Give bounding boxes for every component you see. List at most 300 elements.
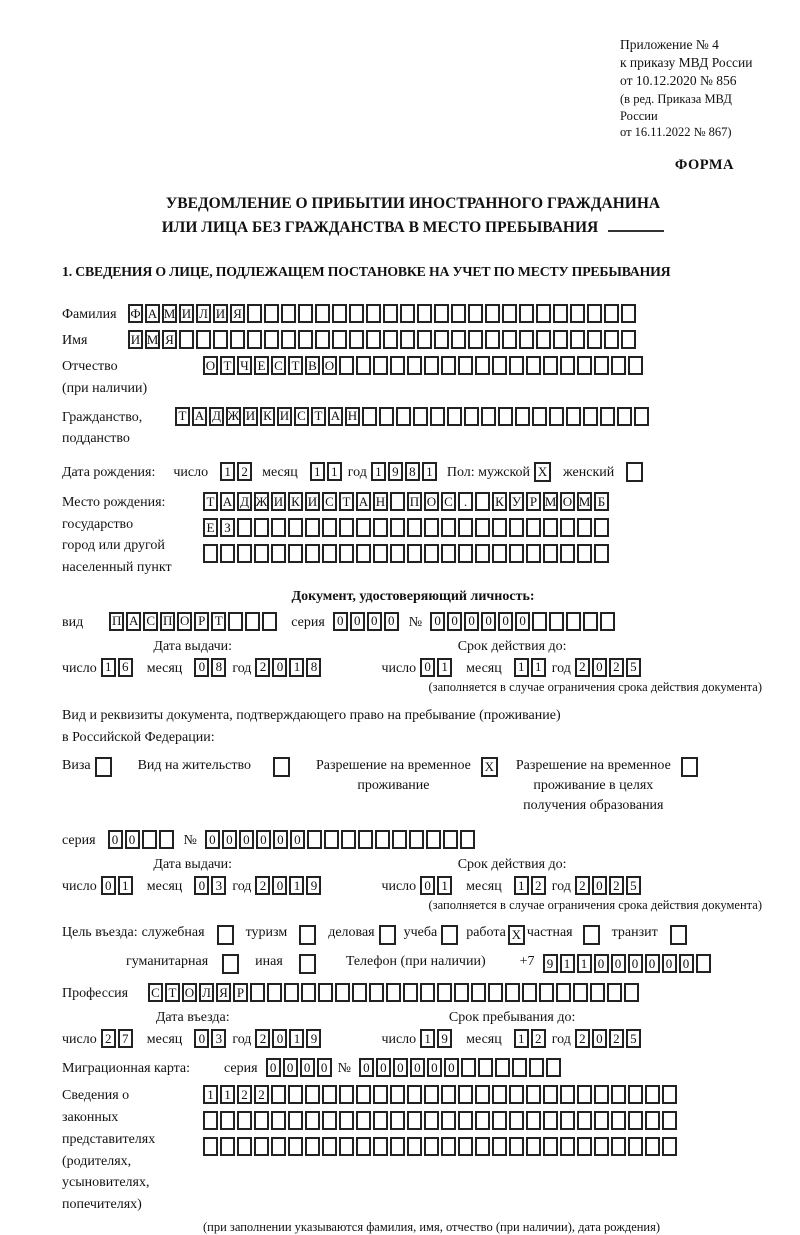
char-cell[interactable] [271, 1111, 286, 1130]
char-cell[interactable] [237, 1111, 252, 1130]
char-cell[interactable]: 3 [211, 1029, 226, 1048]
char-cell[interactable]: 5 [626, 876, 641, 895]
char-cell[interactable] [458, 544, 473, 563]
char-cell[interactable]: 1 [101, 658, 116, 677]
char-cell[interactable] [604, 304, 619, 323]
char-cell[interactable] [696, 954, 711, 973]
char-cell[interactable] [600, 407, 615, 426]
char-cell[interactable] [519, 304, 534, 323]
char-cell[interactable] [594, 1111, 609, 1130]
char-cell[interactable]: Д [237, 492, 252, 511]
char-cell[interactable] [339, 544, 354, 563]
char-cell[interactable] [549, 407, 564, 426]
char-cell[interactable]: 1 [289, 876, 304, 895]
char-cell[interactable] [407, 1137, 422, 1156]
char-cell[interactable] [409, 830, 424, 849]
char-cell[interactable]: И [243, 407, 258, 426]
char-cell[interactable] [526, 356, 541, 375]
char-cell[interactable] [485, 304, 500, 323]
char-cell[interactable] [556, 983, 571, 1002]
char-cell[interactable]: 2 [101, 1029, 116, 1048]
char-cell[interactable] [284, 983, 299, 1002]
char-cell[interactable] [254, 518, 269, 537]
char-cell[interactable] [424, 544, 439, 563]
char-cell[interactable] [481, 407, 496, 426]
char-cell[interactable] [502, 330, 517, 349]
char-cell[interactable] [594, 518, 609, 537]
char-cell[interactable]: 2 [237, 462, 252, 481]
char-cell[interactable]: 8 [211, 658, 226, 677]
char-cell[interactable] [335, 983, 350, 1002]
char-cell[interactable]: 9 [388, 462, 403, 481]
char-cell[interactable] [375, 830, 390, 849]
char-cell[interactable] [379, 925, 396, 945]
char-cell[interactable]: С [294, 407, 309, 426]
char-cell[interactable] [583, 925, 600, 945]
char-cell[interactable]: 0 [125, 830, 140, 849]
char-cell[interactable]: О [182, 983, 197, 1002]
char-cell[interactable] [475, 356, 490, 375]
char-cell[interactable] [594, 1137, 609, 1156]
char-cell[interactable]: 1 [514, 658, 529, 677]
char-cell[interactable] [288, 1085, 303, 1104]
char-cell[interactable] [475, 544, 490, 563]
char-cell[interactable] [512, 1058, 527, 1077]
char-cell[interactable] [543, 518, 558, 537]
char-cell[interactable]: X [508, 925, 525, 945]
char-cell[interactable]: 2 [531, 1029, 546, 1048]
char-cell[interactable]: А [356, 492, 371, 511]
char-cell[interactable] [305, 544, 320, 563]
char-cell[interactable] [577, 518, 592, 537]
char-cell[interactable] [458, 356, 473, 375]
char-cell[interactable] [526, 544, 541, 563]
char-cell[interactable]: 0 [205, 830, 220, 849]
char-cell[interactable] [430, 407, 445, 426]
char-cell[interactable] [519, 330, 534, 349]
char-cell[interactable] [203, 1111, 218, 1130]
char-cell[interactable]: Н [345, 407, 360, 426]
char-cell[interactable]: О [424, 492, 439, 511]
char-cell[interactable]: У [509, 492, 524, 511]
char-cell[interactable]: 0 [359, 1058, 374, 1077]
char-cell[interactable] [594, 1085, 609, 1104]
char-cell[interactable] [471, 983, 486, 1002]
char-cell[interactable] [271, 1137, 286, 1156]
char-cell[interactable] [443, 830, 458, 849]
char-cell[interactable] [305, 518, 320, 537]
char-cell[interactable] [390, 1085, 405, 1104]
char-cell[interactable] [509, 356, 524, 375]
char-cell[interactable] [577, 544, 592, 563]
char-cell[interactable]: 8 [306, 658, 321, 677]
char-cell[interactable] [662, 1137, 677, 1156]
char-cell[interactable] [570, 330, 585, 349]
char-cell[interactable] [220, 1111, 235, 1130]
char-cell[interactable]: 0 [283, 1058, 298, 1077]
char-cell[interactable]: 0 [239, 830, 254, 849]
char-cell[interactable] [426, 830, 441, 849]
char-cell[interactable] [281, 304, 296, 323]
char-cell[interactable]: 2 [237, 1085, 252, 1104]
char-cell[interactable]: 0 [376, 1058, 391, 1077]
char-cell[interactable] [322, 1111, 337, 1130]
char-cell[interactable]: 0 [393, 1058, 408, 1077]
char-cell[interactable] [526, 1085, 541, 1104]
char-cell[interactable]: С [148, 983, 163, 1002]
char-cell[interactable]: А [145, 304, 160, 323]
char-cell[interactable] [356, 356, 371, 375]
char-cell[interactable]: Н [373, 492, 388, 511]
char-cell[interactable] [441, 544, 456, 563]
char-cell[interactable] [386, 983, 401, 1002]
char-cell[interactable] [509, 544, 524, 563]
char-cell[interactable] [315, 330, 330, 349]
char-cell[interactable] [441, 1137, 456, 1156]
char-cell[interactable]: 1 [203, 1085, 218, 1104]
char-cell[interactable]: 0 [333, 612, 348, 631]
char-cell[interactable]: 0 [420, 876, 435, 895]
char-cell[interactable] [662, 1111, 677, 1130]
char-cell[interactable] [424, 356, 439, 375]
char-cell[interactable]: 0 [420, 658, 435, 677]
char-cell[interactable] [441, 925, 458, 945]
char-cell[interactable] [339, 518, 354, 537]
char-cell[interactable] [424, 1137, 439, 1156]
char-cell[interactable]: Т [211, 612, 226, 631]
char-cell[interactable] [301, 983, 316, 1002]
char-cell[interactable] [621, 330, 636, 349]
char-cell[interactable]: 1 [437, 658, 452, 677]
char-cell[interactable]: 2 [255, 658, 270, 677]
char-cell[interactable] [281, 330, 296, 349]
char-cell[interactable] [356, 1111, 371, 1130]
char-cell[interactable] [607, 983, 622, 1002]
char-cell[interactable]: 1 [422, 462, 437, 481]
char-cell[interactable] [196, 330, 211, 349]
char-cell[interactable]: 0 [194, 876, 209, 895]
char-cell[interactable]: 1 [220, 1085, 235, 1104]
char-cell[interactable]: 0 [108, 830, 123, 849]
char-cell[interactable]: 0 [481, 612, 496, 631]
char-cell[interactable]: К [288, 492, 303, 511]
char-cell[interactable]: 1 [514, 1029, 529, 1048]
char-cell[interactable] [628, 1111, 643, 1130]
char-cell[interactable] [159, 830, 174, 849]
char-cell[interactable] [645, 1111, 660, 1130]
char-cell[interactable]: 0 [447, 612, 462, 631]
char-cell[interactable] [356, 1137, 371, 1156]
char-cell[interactable]: Т [288, 356, 303, 375]
char-cell[interactable]: 0 [594, 954, 609, 973]
char-cell[interactable] [645, 1085, 660, 1104]
char-cell[interactable] [339, 1085, 354, 1104]
char-cell[interactable] [299, 954, 316, 974]
char-cell[interactable] [341, 830, 356, 849]
char-cell[interactable] [628, 1137, 643, 1156]
char-cell[interactable] [543, 1111, 558, 1130]
char-cell[interactable]: 0 [592, 876, 607, 895]
char-cell[interactable] [396, 407, 411, 426]
char-cell[interactable] [237, 544, 252, 563]
char-cell[interactable] [390, 1111, 405, 1130]
char-cell[interactable]: 2 [609, 1029, 624, 1048]
char-cell[interactable] [369, 983, 384, 1002]
char-cell[interactable] [478, 1058, 493, 1077]
char-cell[interactable]: Т [220, 356, 235, 375]
char-cell[interactable] [681, 757, 698, 777]
char-cell[interactable] [543, 544, 558, 563]
char-cell[interactable] [254, 544, 269, 563]
char-cell[interactable] [349, 304, 364, 323]
char-cell[interactable] [492, 1085, 507, 1104]
char-cell[interactable]: 0 [679, 954, 694, 973]
char-cell[interactable] [264, 330, 279, 349]
char-cell[interactable] [247, 304, 262, 323]
char-cell[interactable] [611, 356, 626, 375]
char-cell[interactable] [543, 1085, 558, 1104]
char-cell[interactable] [502, 304, 517, 323]
char-cell[interactable] [577, 1137, 592, 1156]
char-cell[interactable] [492, 356, 507, 375]
char-cell[interactable] [566, 407, 581, 426]
char-cell[interactable]: 9 [437, 1029, 452, 1048]
char-cell[interactable] [621, 304, 636, 323]
char-cell[interactable] [560, 1111, 575, 1130]
char-cell[interactable] [458, 1137, 473, 1156]
char-cell[interactable] [560, 518, 575, 537]
char-cell[interactable] [254, 1111, 269, 1130]
char-cell[interactable] [587, 330, 602, 349]
char-cell[interactable]: П [407, 492, 422, 511]
char-cell[interactable]: 1 [577, 954, 592, 973]
char-cell[interactable] [441, 356, 456, 375]
char-cell[interactable] [366, 330, 381, 349]
char-cell[interactable]: 6 [118, 658, 133, 677]
char-cell[interactable] [273, 757, 290, 777]
char-cell[interactable]: 0 [592, 658, 607, 677]
char-cell[interactable]: И [128, 330, 143, 349]
char-cell[interactable]: 2 [575, 1029, 590, 1048]
char-cell[interactable] [417, 304, 432, 323]
char-cell[interactable] [461, 1058, 476, 1077]
char-cell[interactable] [492, 518, 507, 537]
char-cell[interactable]: Т [311, 407, 326, 426]
char-cell[interactable] [307, 830, 322, 849]
char-cell[interactable]: А [192, 407, 207, 426]
char-cell[interactable] [407, 1085, 422, 1104]
char-cell[interactable] [271, 518, 286, 537]
char-cell[interactable]: 2 [255, 1029, 270, 1048]
char-cell[interactable]: Я [230, 304, 245, 323]
char-cell[interactable] [434, 330, 449, 349]
char-cell[interactable] [179, 330, 194, 349]
char-cell[interactable] [203, 1137, 218, 1156]
char-cell[interactable]: О [203, 356, 218, 375]
char-cell[interactable]: Ж [254, 492, 269, 511]
char-cell[interactable] [358, 830, 373, 849]
char-cell[interactable] [611, 1085, 626, 1104]
char-cell[interactable] [529, 1058, 544, 1077]
char-cell[interactable] [451, 304, 466, 323]
char-cell[interactable] [468, 330, 483, 349]
char-cell[interactable] [230, 330, 245, 349]
char-cell[interactable] [373, 544, 388, 563]
char-cell[interactable]: 0 [222, 830, 237, 849]
char-cell[interactable]: 0 [444, 1058, 459, 1077]
char-cell[interactable] [288, 1111, 303, 1130]
char-cell[interactable] [611, 1137, 626, 1156]
char-cell[interactable] [536, 304, 551, 323]
char-cell[interactable]: 0 [384, 612, 399, 631]
char-cell[interactable] [392, 830, 407, 849]
char-cell[interactable]: 1 [371, 462, 386, 481]
char-cell[interactable] [322, 544, 337, 563]
char-cell[interactable] [217, 925, 234, 945]
char-cell[interactable]: 0 [628, 954, 643, 973]
char-cell[interactable] [468, 304, 483, 323]
char-cell[interactable]: З [220, 518, 235, 537]
char-cell[interactable] [577, 356, 592, 375]
char-cell[interactable] [560, 1137, 575, 1156]
char-cell[interactable]: И [305, 492, 320, 511]
char-cell[interactable] [424, 518, 439, 537]
char-cell[interactable] [305, 1111, 320, 1130]
char-cell[interactable]: О [177, 612, 192, 631]
char-cell[interactable] [594, 544, 609, 563]
char-cell[interactable] [634, 407, 649, 426]
char-cell[interactable] [498, 407, 513, 426]
char-cell[interactable] [475, 1111, 490, 1130]
char-cell[interactable] [250, 983, 265, 1002]
char-cell[interactable] [203, 544, 218, 563]
char-cell[interactable] [492, 1137, 507, 1156]
char-cell[interactable] [237, 1137, 252, 1156]
char-cell[interactable] [577, 1085, 592, 1104]
char-cell[interactable] [267, 983, 282, 1002]
char-cell[interactable]: 1 [514, 876, 529, 895]
char-cell[interactable] [288, 518, 303, 537]
char-cell[interactable] [475, 518, 490, 537]
char-cell[interactable]: 0 [273, 830, 288, 849]
char-cell[interactable]: Я [162, 330, 177, 349]
char-cell[interactable] [662, 1085, 677, 1104]
char-cell[interactable]: 1 [289, 658, 304, 677]
char-cell[interactable] [349, 330, 364, 349]
char-cell[interactable] [628, 356, 643, 375]
char-cell[interactable] [228, 612, 243, 631]
char-cell[interactable] [362, 407, 377, 426]
char-cell[interactable]: 0 [272, 1029, 287, 1048]
char-cell[interactable] [305, 1085, 320, 1104]
char-cell[interactable] [536, 330, 551, 349]
char-cell[interactable]: X [534, 462, 551, 482]
char-cell[interactable] [587, 304, 602, 323]
char-cell[interactable] [373, 518, 388, 537]
char-cell[interactable] [305, 1137, 320, 1156]
char-cell[interactable]: 1 [531, 658, 546, 677]
char-cell[interactable] [628, 1085, 643, 1104]
char-cell[interactable] [95, 757, 112, 777]
char-cell[interactable] [356, 544, 371, 563]
char-cell[interactable] [583, 612, 598, 631]
char-cell[interactable] [434, 304, 449, 323]
char-cell[interactable]: X [481, 757, 498, 777]
char-cell[interactable] [339, 356, 354, 375]
char-cell[interactable] [262, 612, 277, 631]
char-cell[interactable] [237, 518, 252, 537]
char-cell[interactable] [288, 1137, 303, 1156]
char-cell[interactable] [475, 1137, 490, 1156]
char-cell[interactable] [407, 356, 422, 375]
char-cell[interactable] [356, 518, 371, 537]
char-cell[interactable] [264, 304, 279, 323]
char-cell[interactable] [454, 983, 469, 1002]
char-cell[interactable] [526, 1137, 541, 1156]
char-cell[interactable]: 0 [430, 612, 445, 631]
char-cell[interactable]: А [220, 492, 235, 511]
char-cell[interactable]: П [160, 612, 175, 631]
char-cell[interactable]: Р [194, 612, 209, 631]
char-cell[interactable] [570, 304, 585, 323]
char-cell[interactable] [220, 1137, 235, 1156]
char-cell[interactable] [458, 1111, 473, 1130]
char-cell[interactable]: Л [196, 304, 211, 323]
char-cell[interactable]: 9 [543, 954, 558, 973]
char-cell[interactable]: С [271, 356, 286, 375]
char-cell[interactable]: 0 [194, 1029, 209, 1048]
char-cell[interactable]: Д [209, 407, 224, 426]
char-cell[interactable] [366, 304, 381, 323]
char-cell[interactable]: 7 [118, 1029, 133, 1048]
char-cell[interactable] [441, 1085, 456, 1104]
char-cell[interactable] [247, 330, 262, 349]
char-cell[interactable] [298, 304, 313, 323]
char-cell[interactable] [515, 407, 530, 426]
char-cell[interactable] [373, 1137, 388, 1156]
char-cell[interactable] [322, 1137, 337, 1156]
char-cell[interactable] [220, 544, 235, 563]
char-cell[interactable]: Ф [128, 304, 143, 323]
char-cell[interactable]: Т [203, 492, 218, 511]
char-cell[interactable]: Л [199, 983, 214, 1002]
char-cell[interactable] [460, 830, 475, 849]
char-cell[interactable]: Р [233, 983, 248, 1002]
char-cell[interactable] [271, 544, 286, 563]
char-cell[interactable] [383, 330, 398, 349]
char-cell[interactable]: 9 [306, 876, 321, 895]
char-cell[interactable] [546, 1058, 561, 1077]
char-cell[interactable] [390, 356, 405, 375]
char-cell[interactable]: 0 [611, 954, 626, 973]
char-cell[interactable] [379, 407, 394, 426]
char-cell[interactable]: Р [526, 492, 541, 511]
char-cell[interactable] [437, 983, 452, 1002]
char-cell[interactable] [509, 1085, 524, 1104]
char-cell[interactable] [560, 544, 575, 563]
char-cell[interactable] [553, 304, 568, 323]
char-cell[interactable]: И [179, 304, 194, 323]
char-cell[interactable]: 0 [592, 1029, 607, 1048]
char-cell[interactable] [505, 983, 520, 1002]
char-cell[interactable] [390, 544, 405, 563]
char-cell[interactable] [407, 544, 422, 563]
char-cell[interactable] [441, 518, 456, 537]
char-cell[interactable] [488, 983, 503, 1002]
char-cell[interactable]: Е [203, 518, 218, 537]
char-cell[interactable]: 3 [211, 876, 226, 895]
char-cell[interactable] [447, 407, 462, 426]
